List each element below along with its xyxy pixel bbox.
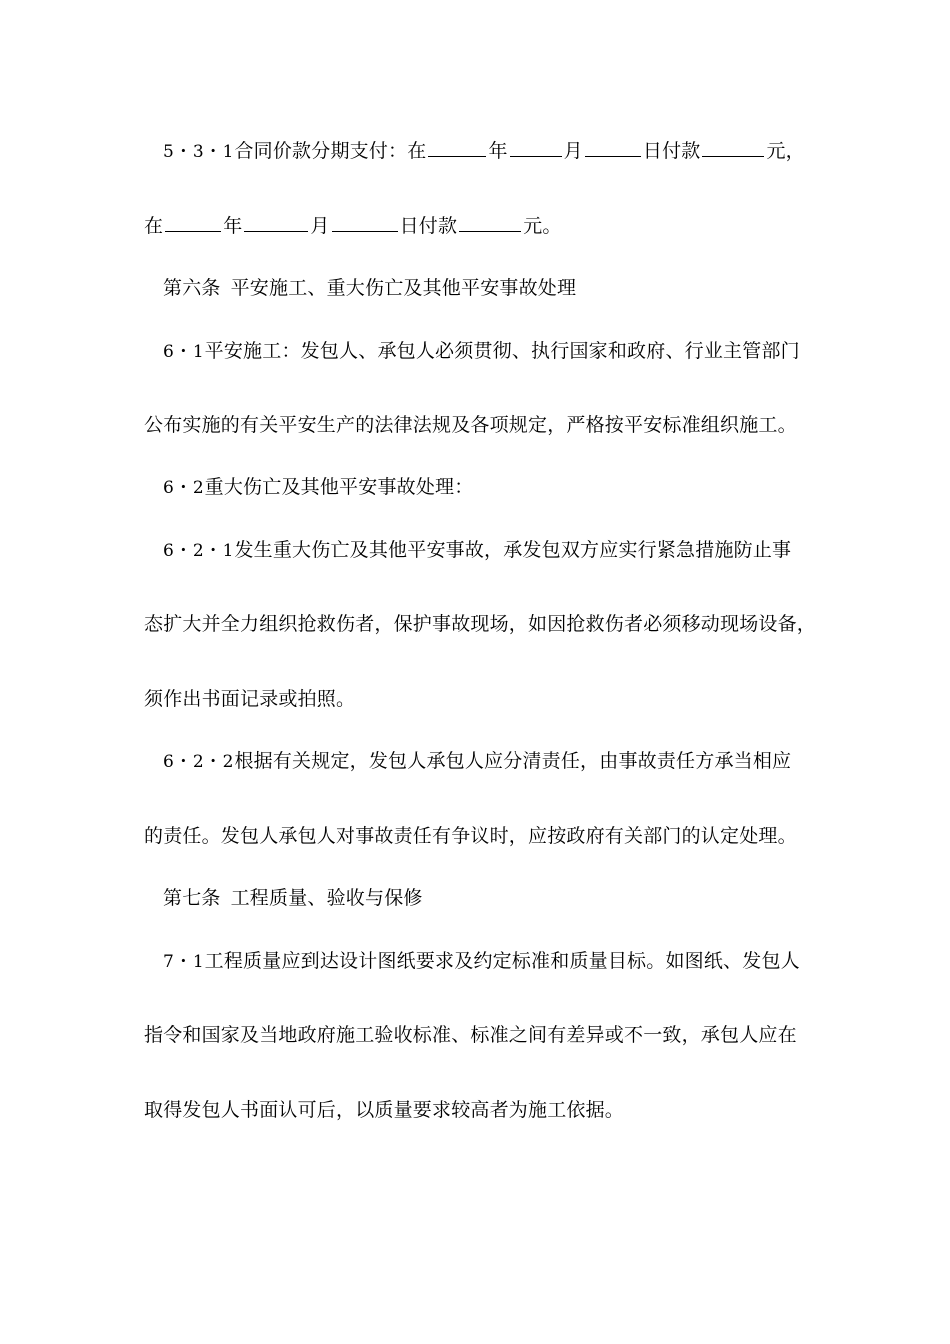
clause-text: 态扩大并全力组织抢救伤者，保护事故现场，如因抢救伤者必须移动现场设备，	[144, 613, 817, 635]
month-blank	[244, 213, 308, 232]
day-blank	[332, 213, 398, 232]
article-subtitle: 平安施工、重大伤亡及其他平安事故处理	[230, 277, 577, 299]
article-6-heading	[0, 273, 950, 303]
clause-text: 根据有关规定，发包人承包人应分清责任，由事故责任方承当相应	[234, 750, 792, 772]
clause-6-2	[0, 472, 950, 502]
yuan-label: 元，	[766, 140, 805, 162]
clause-6-2-1-line-3	[0, 684, 950, 714]
month-label: 月	[310, 215, 330, 237]
article-title: 第七条	[163, 887, 221, 909]
clause-number: 6・2・2	[163, 752, 235, 772]
month-label: 月	[563, 140, 583, 162]
clause-number: 6・2・1	[163, 541, 235, 561]
day-pay-label: 日付款	[642, 140, 701, 162]
clause-6-1-line-1	[0, 336, 950, 366]
clause-6-2-2-line-2	[0, 821, 950, 851]
year-label: 年	[488, 140, 508, 162]
clause-7-1-line-2	[0, 1020, 950, 1050]
clause-text: 公布实施的有关平安生产的法律法规及各项规定，严格按平安标准组织施工。	[144, 414, 797, 436]
article-title: 第六条	[163, 277, 221, 299]
article-7-heading	[0, 883, 950, 913]
clause-7-1-line-3	[0, 1095, 950, 1125]
clause-number: 7・1	[163, 952, 205, 972]
year-blank	[165, 213, 221, 232]
clause-7-1-line-1	[0, 946, 950, 976]
clause-5-3-1-line-2	[0, 211, 950, 241]
year-blank	[428, 138, 486, 157]
clause-text: 的责任。发包人承包人对事故责任有争议时，应按政府有关部门的认定处理。	[144, 825, 797, 847]
yuan-label: 元。	[523, 215, 562, 237]
clause-text: 重大伤亡及其他平安事故处理：	[204, 476, 474, 498]
amount-blank	[702, 138, 764, 157]
article-subtitle: 工程质量、验收与保修	[230, 887, 423, 909]
clause-text: 取得发包人书面认可后，以质量要求较高者为施工依据。	[144, 1099, 625, 1121]
clause-text: 须作出书面记录或拍照。	[144, 688, 356, 710]
clause-6-2-1-line-2	[0, 609, 950, 639]
clause-number: 6・2	[163, 478, 205, 498]
day-pay-label: 日付款	[399, 215, 458, 237]
clause-5-3-1-line-1	[0, 136, 950, 166]
day-blank	[585, 138, 641, 157]
year-label: 年	[223, 215, 243, 237]
clause-text: 发生重大伤亡及其他平安事故，承发包双方应实行紧急措施防止事	[234, 539, 792, 561]
clause-number: 6・1	[163, 342, 205, 362]
clause-6-2-1-line-1	[0, 535, 950, 565]
clause-6-1-line-2	[0, 410, 950, 440]
clause-text: 在	[144, 215, 164, 237]
clause-text: 指令和国家及当地政府施工验收标准、标准之间有差异或不一致，承包人应在	[144, 1024, 797, 1046]
amount-blank	[459, 213, 521, 232]
month-blank	[510, 138, 562, 157]
clause-text: 合同价款分期支付：在	[234, 140, 427, 162]
clause-text: 平安施工：发包人、承包人必须贯彻、执行国家和政府、行业主管部门	[204, 340, 800, 362]
clause-6-2-2-line-1	[0, 746, 950, 776]
clause-text: 工程质量应到达设计图纸要求及约定标准和质量目标。如图纸、发包人	[204, 950, 800, 972]
clause-number: 5・3・1	[163, 142, 235, 162]
